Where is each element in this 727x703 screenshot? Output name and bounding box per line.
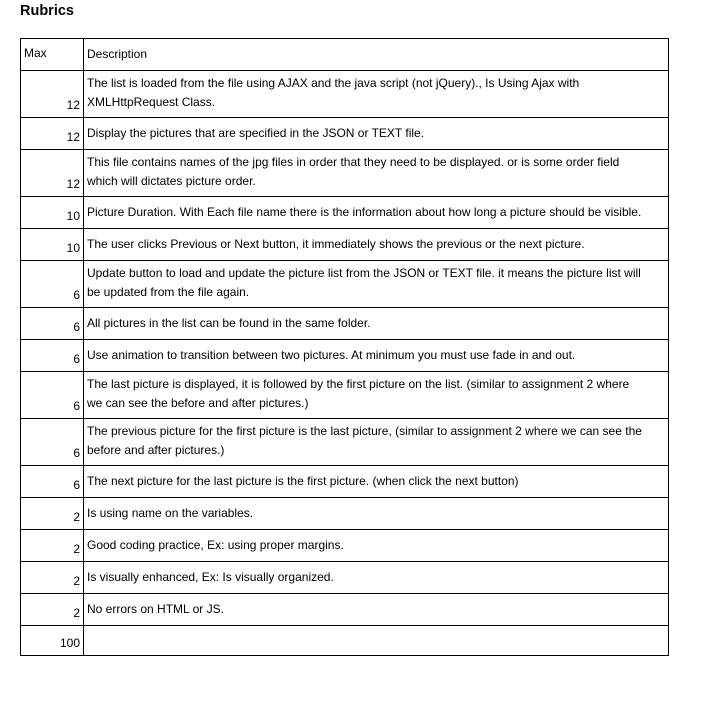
- rubric-row: [21, 594, 669, 626]
- rubric-row: [21, 229, 669, 261]
- rubric-row: [21, 197, 669, 229]
- points-cell: 6: [21, 340, 84, 372]
- points-cell: 2: [21, 498, 84, 530]
- rubric-row: [21, 530, 669, 562]
- description-line: we can see the before and after pictures.): [87, 396, 309, 410]
- description-header: Description: [84, 39, 669, 71]
- description-line: The last picture is displayed, it is followed by the first picture on the list. (similar to assignment 2 where: [87, 377, 630, 391]
- points-cell: 2: [21, 530, 84, 562]
- rubric-row: [21, 340, 669, 372]
- rubric-row: [21, 419, 669, 466]
- description-line: The next picture for the last picture is the first picture. (when click the next button): [87, 474, 519, 488]
- points-cell: 12: [21, 150, 84, 197]
- points-cell: 12: [21, 118, 84, 150]
- description-line: Update button to load and update the picture list from the JSON or TEXT file. it means the picture list will: [87, 266, 641, 280]
- points-cell: 10: [21, 197, 84, 229]
- rubric-row: [21, 308, 669, 340]
- description-line: This file contains names of the jpg files in order that they need to be displayed. or is some order field: [87, 155, 620, 169]
- points-cell: 6: [21, 261, 84, 308]
- description-line: be updated from the file again.: [87, 285, 250, 299]
- description-cell: [84, 340, 669, 372]
- points-cell: 6: [21, 372, 84, 419]
- rubric-row: [21, 372, 669, 419]
- description-cell: [84, 197, 669, 229]
- description-line: Use animation to transition between two pictures. At minimum you must use fade in and out.: [87, 348, 576, 362]
- rubric-row: [21, 118, 669, 150]
- description-line: Display the pictures that are specified in the JSON or TEXT file.: [87, 126, 425, 140]
- points-cell: 10: [21, 229, 84, 261]
- header-row: [21, 39, 669, 71]
- description-line: which will dictates picture order.: [87, 174, 256, 188]
- total-description-cell: [84, 626, 669, 656]
- description-line: Picture Duration. With Each file name there is the information about how long a picture should be visible.: [87, 205, 642, 219]
- description-cell: [84, 150, 669, 197]
- description-cell: [84, 466, 669, 498]
- points-cell: 2: [21, 562, 84, 594]
- rubric-row: [21, 562, 669, 594]
- total-row: [21, 626, 669, 656]
- description-line: Is using name on the variables.: [87, 506, 254, 520]
- description-cell: [84, 261, 669, 308]
- points-cell: 12: [21, 71, 84, 118]
- description-cell: [84, 118, 669, 150]
- points-cell: 2: [21, 594, 84, 626]
- description-line: Is visually enhanced, Ex: Is visually organized.: [87, 570, 334, 584]
- description-cell: [84, 308, 669, 340]
- page-title: Rubrics: [20, 3, 74, 19]
- description-cell: [84, 498, 669, 530]
- points-cell: 6: [21, 466, 84, 498]
- rubric-row: [21, 150, 669, 197]
- description-cell: [84, 71, 669, 118]
- max-header: Max: [21, 39, 84, 71]
- description-cell: [84, 562, 669, 594]
- rubric-row: [21, 498, 669, 530]
- description-cell: [84, 229, 669, 261]
- points-cell: 6: [21, 308, 84, 340]
- total-points-cell: 100: [21, 626, 84, 656]
- description-line: before and after pictures.): [87, 443, 225, 457]
- description-line: XMLHttpRequest Class.: [87, 95, 216, 109]
- rubric-row: [21, 466, 669, 498]
- description-line: The list is loaded from the file using AJAX and the java script (not jQuery)., Is Using Ajax with: [87, 76, 580, 90]
- rubric-row: [21, 71, 669, 118]
- points-cell: 6: [21, 419, 84, 466]
- rubric-row: [21, 261, 669, 308]
- description-line: All pictures in the list can be found in the same folder.: [87, 316, 371, 330]
- description-line: No errors on HTML or JS.: [87, 602, 224, 616]
- rubric-table: [20, 38, 669, 656]
- description-cell: [84, 594, 669, 626]
- description-cell: [84, 419, 669, 466]
- description-cell: [84, 530, 669, 562]
- description-line: The user clicks Previous or Next button, it immediately shows the previous or the next picture.: [87, 237, 585, 251]
- description-cell: [84, 372, 669, 419]
- description-line: Good coding practice, Ex: using proper margins.: [87, 538, 344, 552]
- description-line: The previous picture for the first picture is the last picture, (similar to assignment 2 where we can see the: [87, 424, 642, 438]
